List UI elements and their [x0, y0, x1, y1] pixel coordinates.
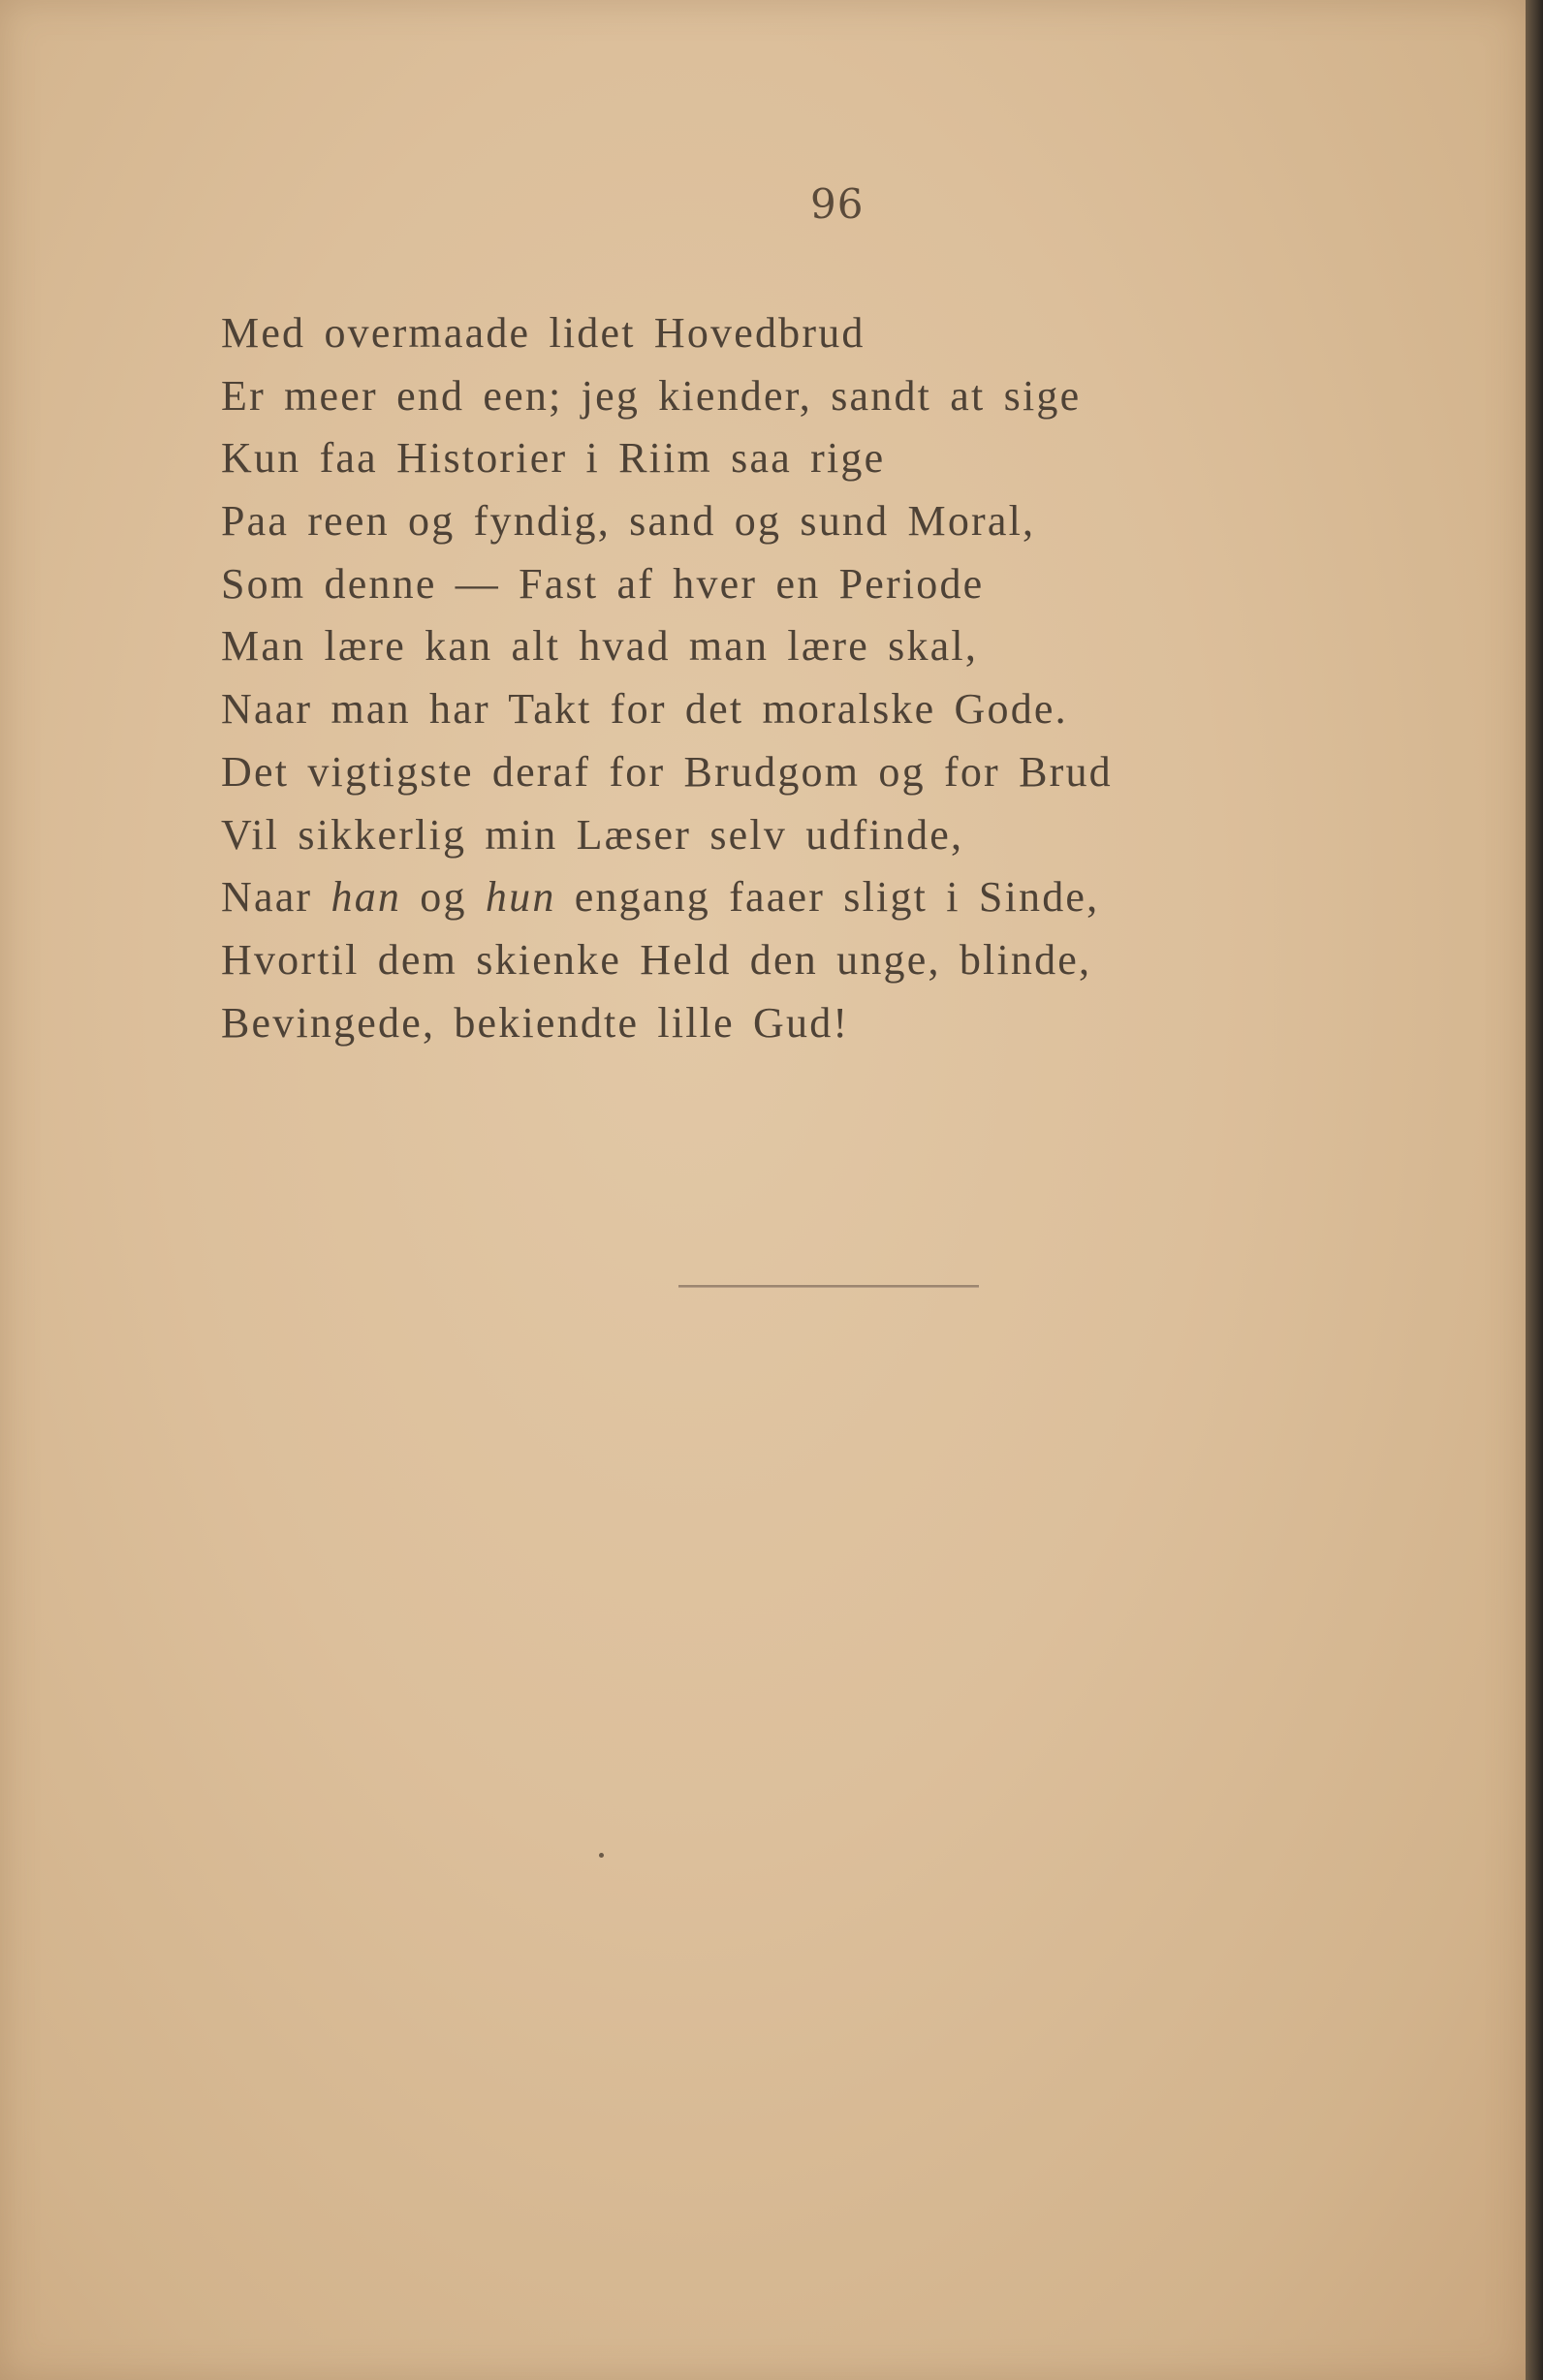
page-number: 96 [810, 180, 865, 228]
italic-han: han [331, 873, 402, 922]
poem-line-1: Med overmaade lidet Hovedbrud [221, 309, 866, 357]
italic-hun: hun [485, 873, 556, 922]
poem-line-8: Det vigtigste deraf for Brudgom og for Brud [221, 747, 1113, 796]
paper-speck [599, 1853, 604, 1858]
poem-line-6: Man lære kan alt hvad man lære skal, [221, 622, 979, 671]
poem-line-2: Er meer end een; jeg kiender, sandt at sige [221, 371, 1082, 420]
poem-line-10 [221, 866, 1287, 929]
poem-line-12: Bevingede, bekiendte lille Gud! [221, 998, 850, 1047]
poem-line-10-pre: Naar [221, 873, 331, 922]
poem-line-7: Naar man har Takt for det moralske Gode. [221, 685, 1068, 734]
scan-right-edge [1526, 0, 1543, 2380]
poem-line-10-post: engang faaer sligt i Sinde, [555, 873, 1100, 922]
poem-text [221, 302, 1287, 1054]
poem-line-10-mid: og [401, 873, 486, 922]
end-divider-rule [678, 1285, 979, 1288]
poem-line-11: Hvortil dem skienke Held den unge, blinde, [221, 935, 1092, 984]
poem-line-9: Vil sikkerlig min Læser selv udfinde, [221, 810, 964, 859]
poem-line-5: Som denne — Fast af hver en Periode [221, 559, 985, 608]
poem-line-4: Paa reen og fyndig, sand og sund Moral, [221, 497, 1036, 546]
poem-line-3: Kun faa Historier i Riim saa rige [221, 434, 886, 483]
